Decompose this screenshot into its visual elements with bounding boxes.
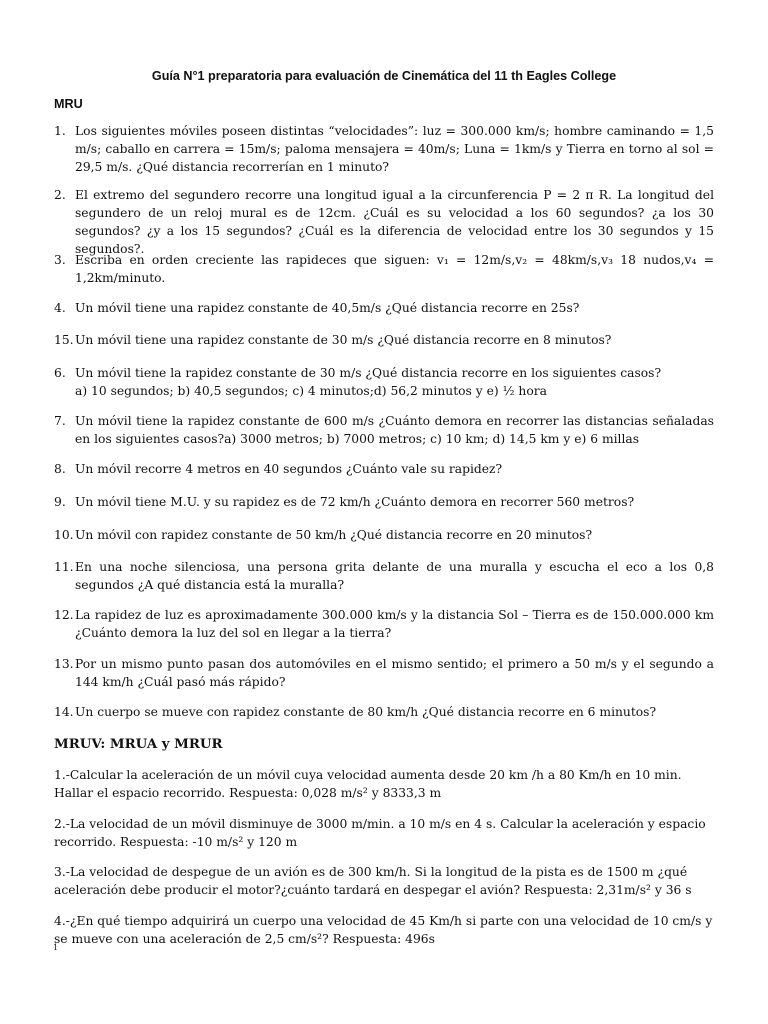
exercise-text: Un móvil tiene una rapidez constante de 40,5m/s ¿Qué distancia recorre en 25s? (75, 301, 580, 315)
exercise-item (54, 460, 714, 478)
exercise-number: 3. (54, 253, 66, 267)
exercise-number: 4. (54, 301, 66, 315)
page-title: Guía N°1 preparatoria para evaluación de Cinemática del 11 th Eagles College (151, 69, 617, 83)
exercise-text: Un móvil tiene la rapidez constante de 30 m/s ¿Qué distancia recorre en los siguientes casos? a) 10 segundos; b) 40,5 segundos; c) 4 minutos;d) 56,2 minutos y e) ½ hora (75, 366, 662, 398)
exercise-number: 9. (54, 495, 66, 509)
exercise-item (54, 558, 714, 594)
exercise-item (54, 526, 714, 544)
exercise-item (54, 299, 714, 317)
exercise-text: Un móvil recorre 4 metros en 40 segundos ¿Cuánto vale su rapidez? (75, 462, 503, 476)
exercise-item (54, 331, 714, 349)
exercise-number: 15. (54, 333, 74, 347)
footnote-marker: 1 (53, 943, 59, 952)
exercise-item (54, 412, 714, 448)
exercise-number: 14. (54, 705, 74, 719)
exercise-item (54, 364, 714, 400)
exercise-text: En una noche silenciosa, una persona grita delante de una muralla y escucha el eco a los 0,8 segundos ¿A qué distancia está la muralla? (75, 560, 714, 592)
exercise-text: Un móvil tiene M.U. y su rapidez es de 72 km/h ¿Cuánto demora en recorrer 560 metros? (75, 495, 635, 509)
exercise-number: 12. (54, 608, 74, 622)
exercise-item (54, 186, 714, 258)
exercise-number: 2. (54, 188, 66, 202)
exercise-text: Escriba en orden creciente las rapideces que siguen: v₁ = 12m/s,v₂ = 48km/s,v₃ 18 nudos,v₄ = 1,2km/minuto. (75, 253, 714, 285)
exercise-number: 6. (54, 366, 66, 380)
exercise-item (54, 703, 714, 721)
exercise-text: Un móvil con rapidez constante de 50 km/h ¿Qué distancia recorre en 20 minutos? (75, 528, 593, 542)
exercise-text: Por un mismo punto pasan dos automóviles en el mismo sentido; el primero a 50 m/s y el segundo a 144 km/h ¿Cuál pasó más rápido? (75, 657, 714, 689)
exercise-number: 7. (54, 414, 66, 428)
exercise-number: 8. (54, 462, 66, 476)
mruv-exercise: 2.-La velocidad de un móvil disminuye de 3000 m/min. a 10 m/s en 4 s. Calcular la aceleración y espacio recorrido. Respuesta: -10 m/s² y 120 m (54, 817, 706, 849)
section-heading-mruv: MRUV: MRUA y MRUR (54, 737, 223, 752)
exercise-number: 13. (54, 657, 74, 671)
exercise-item (54, 606, 714, 642)
exercise-text: Un cuerpo se mueve con rapidez constante de 80 km/h ¿Qué distancia recorre en 6 minutos? (75, 705, 657, 719)
section-heading-mru: MRU (54, 97, 83, 111)
exercise-number: 10. (54, 528, 74, 542)
exercise-item (54, 251, 714, 287)
exercise-text: Los siguientes móviles poseen distintas “velocidades”: luz = 300.000 km/s; hombre caminando = 1,5 m/s; caballo en carrera = 15m/s; paloma mensajera = 40m/s; Luna = 1km/s y Tierra en torno al sol = 29,5 m/s. ¿Qué distancia recorrerían en 1 minuto? (75, 124, 714, 174)
exercise-item (54, 493, 714, 511)
exercise-number: 11. (54, 560, 74, 574)
exercise-number: 1. (54, 124, 66, 138)
mruv-exercise: 3.-La velocidad de despegue de un avión es de 300 km/h. Si la longitud de la pista es de 1500 m ¿qué aceleración debe producir el motor?¿cuánto tardará en despegar el avión? Respuesta: 2,31m/s² y 36 s (54, 865, 692, 897)
exercise-text: Un móvil tiene una rapidez constante de 30 m/s ¿Qué distancia recorre en 8 minutos? (75, 333, 612, 347)
exercise-text: La rapidez de luz es aproximadamente 300.000 km/s y la distancia Sol – Tierra es de 150.000.000 km ¿Cuánto demora la luz del sol en llegar a la tierra? (75, 608, 714, 640)
exercise-text: Un móvil tiene la rapidez constante de 600 m/s ¿Cuánto demora en recorrer las distancias señaladas en los siguientes casos?a) 3000 metros; b) 7000 metros; c) 10 km; d) 14,5 km y e) 6 millas (75, 414, 714, 446)
exercise-item (54, 655, 714, 691)
exercise-text: El extremo del segundero recorre una longitud igual a la circunferencia P = 2 π R. La longitud del segundero de un reloj mural es de 12cm. ¿Cuál es su velocidad a los 60 segundos? ¿a los 30 segundos? ¿y a los 15 segundos? ¿Cuál es la diferencia de velocidad entre los 30 segundos y 15 segundos?. (75, 188, 714, 256)
mruv-exercise: 1.-Calcular la aceleración de un móvil cuya velocidad aumenta desde 20 km /h a 80 Km/h en 10 min. Hallar el espacio recorrido. Respuesta: 0,028 m/s² y 8333,3 m (54, 768, 682, 800)
exercise-item (54, 122, 714, 176)
mruv-exercise: 4.-¿En qué tiempo adquirirá un cuerpo una velocidad de 45 Km/h si parte con una velocidad de 10 cm/s y se mueve con una aceleración de 2,5 cm/s²? Respuesta: 496s (54, 914, 713, 946)
